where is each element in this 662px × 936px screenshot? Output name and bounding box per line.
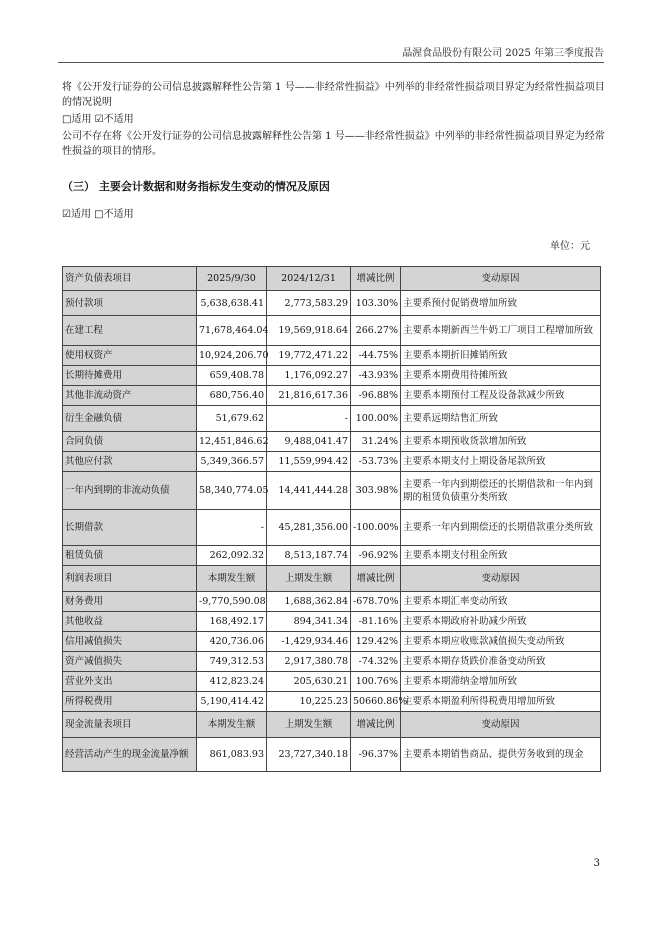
balance-header-cell: 资产负债表项目	[63, 267, 197, 291]
intro-paragraph-1: 将《公开发行证券的公司信息披露解释性公告第 1 号——非经常性损益》中列举的非经常性损益项目界定为经常性损益项目的情况说明	[62, 82, 605, 108]
item-cell: 长期借款	[63, 510, 197, 546]
reason-cell: 主要系本期支付租金所致	[401, 546, 601, 566]
reason-cell: 主要系一年内到期偿还的长期借款和一年内到期的租赁负债重分类所致	[401, 472, 601, 510]
header-divider	[58, 62, 604, 63]
change-ratio-cell: -96.37%	[351, 738, 401, 772]
reason-cell: 主要系本期政府补助减少所致	[401, 612, 601, 632]
item-cell: 预付款项	[63, 291, 197, 316]
change-ratio-cell: -81.16%	[351, 612, 401, 632]
current-value-cell: 71,678,464.04	[197, 316, 267, 346]
item-cell: 资产减值损失	[63, 652, 197, 672]
table-row	[63, 632, 601, 652]
table-row	[63, 738, 601, 772]
table-row	[63, 291, 601, 316]
applicability-check-2: ☑适用 □不适用	[62, 209, 134, 220]
income-header-cell: 上期发生额	[267, 566, 351, 592]
cashflow-header-cell: 上期发生额	[267, 712, 351, 738]
reason-cell: 主要系本期折旧摊销所致	[401, 346, 601, 366]
item-cell: 一年内到期的非流动负债	[63, 472, 197, 510]
section-title: （三） 主要会计数据和财务指标发生变动的情况及原因	[62, 180, 330, 193]
balance-header-row	[63, 267, 601, 291]
intro-paragraph-2: 公司不存在将《公开发行证券的公司信息披露解释性公告第 1 号——非经常性损益》中列举的非经常性损益项目界定为经常性损益的项目的情形。	[62, 131, 605, 157]
current-value-cell: 680,756.40	[197, 386, 267, 406]
balance-header-cell: 增减比例	[351, 267, 401, 291]
balance-header-cell: 2025/9/30	[197, 267, 267, 291]
current-value-cell: 5,349,366.57	[197, 452, 267, 472]
prior-value-cell: 11,559,994.42	[267, 452, 351, 472]
table-row	[63, 346, 601, 366]
income-header-cell: 利润表项目	[63, 566, 197, 592]
income-header-cell: 增减比例	[351, 566, 401, 592]
change-ratio-cell: -53.73%	[351, 452, 401, 472]
reason-cell: 主要系预付促销费增加所致	[401, 291, 601, 316]
item-cell: 合同负债	[63, 432, 197, 452]
prior-value-cell: 9,488,041.47	[267, 432, 351, 452]
applicability-check-1: □适用 ☑不适用	[62, 114, 134, 125]
cashflow-header-cell: 变动原因	[401, 712, 601, 738]
table-row	[63, 612, 601, 632]
prior-value-cell: 14,441,444.28	[267, 472, 351, 510]
prior-value-cell: 2,773,583.29	[267, 291, 351, 316]
current-value-cell: 861,083.93	[197, 738, 267, 772]
table-row	[63, 316, 601, 346]
table-row	[63, 652, 601, 672]
item-cell: 衍生金融负债	[63, 406, 197, 432]
change-ratio-cell: 31.24%	[351, 432, 401, 452]
prior-value-cell: 10,225.23	[267, 692, 351, 712]
item-cell: 经营活动产生的现金流量净额	[63, 738, 197, 772]
current-value-cell: 10,924,206.70	[197, 346, 267, 366]
current-value-cell: 58,340,774.05	[197, 472, 267, 510]
table-row	[63, 510, 601, 546]
reason-cell: 主要系本期汇率变动所致	[401, 592, 601, 612]
change-ratio-cell: 50660.86%	[351, 692, 401, 712]
financial-change-table	[62, 266, 601, 772]
change-ratio-cell: 129.42%	[351, 632, 401, 652]
table-row	[63, 406, 601, 432]
change-ratio-cell: -44.75%	[351, 346, 401, 366]
reason-cell: 主要系本期盈利所得税费用增加所致	[401, 692, 601, 712]
change-ratio-cell: -43.93%	[351, 366, 401, 386]
reason-cell: 主要系本期滞纳金增加所致	[401, 672, 601, 692]
income-header-cell: 变动原因	[401, 566, 601, 592]
table-row	[63, 452, 601, 472]
table-row	[63, 592, 601, 612]
item-cell: 其他收益	[63, 612, 197, 632]
prior-value-cell: 1,688,362.84	[267, 592, 351, 612]
report-header: 晶渥食品股份有限公司 2025 年第三季度报告	[402, 48, 604, 59]
current-value-cell: 262,092.32	[197, 546, 267, 566]
balance-header-cell: 2024/12/31	[267, 267, 351, 291]
change-ratio-cell: -96.92%	[351, 546, 401, 566]
prior-value-cell: 19,569,918.64	[267, 316, 351, 346]
page-number: 3	[593, 858, 600, 869]
current-value-cell: 51,679.62	[197, 406, 267, 432]
item-cell: 长期待摊费用	[63, 366, 197, 386]
reason-cell: 主要系本期预收货款增加所致	[401, 432, 601, 452]
table-row	[63, 672, 601, 692]
item-cell: 其他应付款	[63, 452, 197, 472]
reason-cell: 主要系本期应收账款减值损失变动所致	[401, 632, 601, 652]
current-value-cell: -9,770,590.08	[197, 592, 267, 612]
prior-value-cell: 45,281,356.00	[267, 510, 351, 546]
income-header-cell: 本期发生额	[197, 566, 267, 592]
reason-cell: 主要系远期结售汇所致	[401, 406, 601, 432]
item-cell: 租赁负债	[63, 546, 197, 566]
current-value-cell: -	[197, 510, 267, 546]
current-value-cell: 5,638,638.41	[197, 291, 267, 316]
prior-value-cell: -	[267, 406, 351, 432]
current-value-cell: 412,823.24	[197, 672, 267, 692]
cashflow-header-cell: 现金流量表项目	[63, 712, 197, 738]
prior-value-cell: 8,513,187.74	[267, 546, 351, 566]
table-row	[63, 546, 601, 566]
change-ratio-cell: -74.32%	[351, 652, 401, 672]
change-ratio-cell: 266.27%	[351, 316, 401, 346]
change-ratio-cell: 303.98%	[351, 472, 401, 510]
prior-value-cell: 21,816,617.36	[267, 386, 351, 406]
change-ratio-cell: -678.70%	[351, 592, 401, 612]
item-cell: 财务费用	[63, 592, 197, 612]
prior-value-cell: 19,772,471.22	[267, 346, 351, 366]
current-value-cell: 659,408.78	[197, 366, 267, 386]
change-ratio-cell: 103.30%	[351, 291, 401, 316]
prior-value-cell: 205,630.21	[267, 672, 351, 692]
reason-cell: 主要系本期预付工程及设备款减少所致	[401, 386, 601, 406]
reason-cell: 主要系本期销售商品、提供劳务收到的现金	[401, 738, 601, 772]
prior-value-cell: -1,429,934.46	[267, 632, 351, 652]
cashflow-header-cell: 增减比例	[351, 712, 401, 738]
reason-cell: 主要系本期费用待摊所致	[401, 366, 601, 386]
item-cell: 信用减值损失	[63, 632, 197, 652]
item-cell: 营业外支出	[63, 672, 197, 692]
cashflow-header-row	[63, 712, 601, 738]
change-ratio-cell: 100.76%	[351, 672, 401, 692]
reason-cell: 主要系一年内到期偿还的长期借款重分类所致	[401, 510, 601, 546]
item-cell: 所得税费用	[63, 692, 197, 712]
table-row	[63, 386, 601, 406]
unit-label: 单位：元	[550, 241, 590, 252]
change-ratio-cell: -96.88%	[351, 386, 401, 406]
reason-cell: 主要系本期新西兰牛奶工厂项目工程增加所致	[401, 316, 601, 346]
reason-cell: 主要系本期支付上期设备尾款所致	[401, 452, 601, 472]
current-value-cell: 12,451,846.62	[197, 432, 267, 452]
current-value-cell: 5,190,414.42	[197, 692, 267, 712]
current-value-cell: 420,736.06	[197, 632, 267, 652]
change-ratio-cell: -100.00%	[351, 510, 401, 546]
reason-cell: 主要系本期存货跌价准备变动所致	[401, 652, 601, 672]
prior-value-cell: 1,176,092.27	[267, 366, 351, 386]
item-cell: 使用权资产	[63, 346, 197, 366]
current-value-cell: 168,492.17	[197, 612, 267, 632]
item-cell: 其他非流动资产	[63, 386, 197, 406]
prior-value-cell: 23,727,340.18	[267, 738, 351, 772]
current-value-cell: 749,312.53	[197, 652, 267, 672]
item-cell: 在建工程	[63, 316, 197, 346]
table-row	[63, 472, 601, 510]
table-row	[63, 432, 601, 452]
change-ratio-cell: 100.00%	[351, 406, 401, 432]
balance-header-cell: 变动原因	[401, 267, 601, 291]
cashflow-header-cell: 本期发生额	[197, 712, 267, 738]
table-row	[63, 366, 601, 386]
income-header-row	[63, 566, 601, 592]
prior-value-cell: 894,341.34	[267, 612, 351, 632]
prior-value-cell: 2,917,380.78	[267, 652, 351, 672]
table-row	[63, 692, 601, 712]
